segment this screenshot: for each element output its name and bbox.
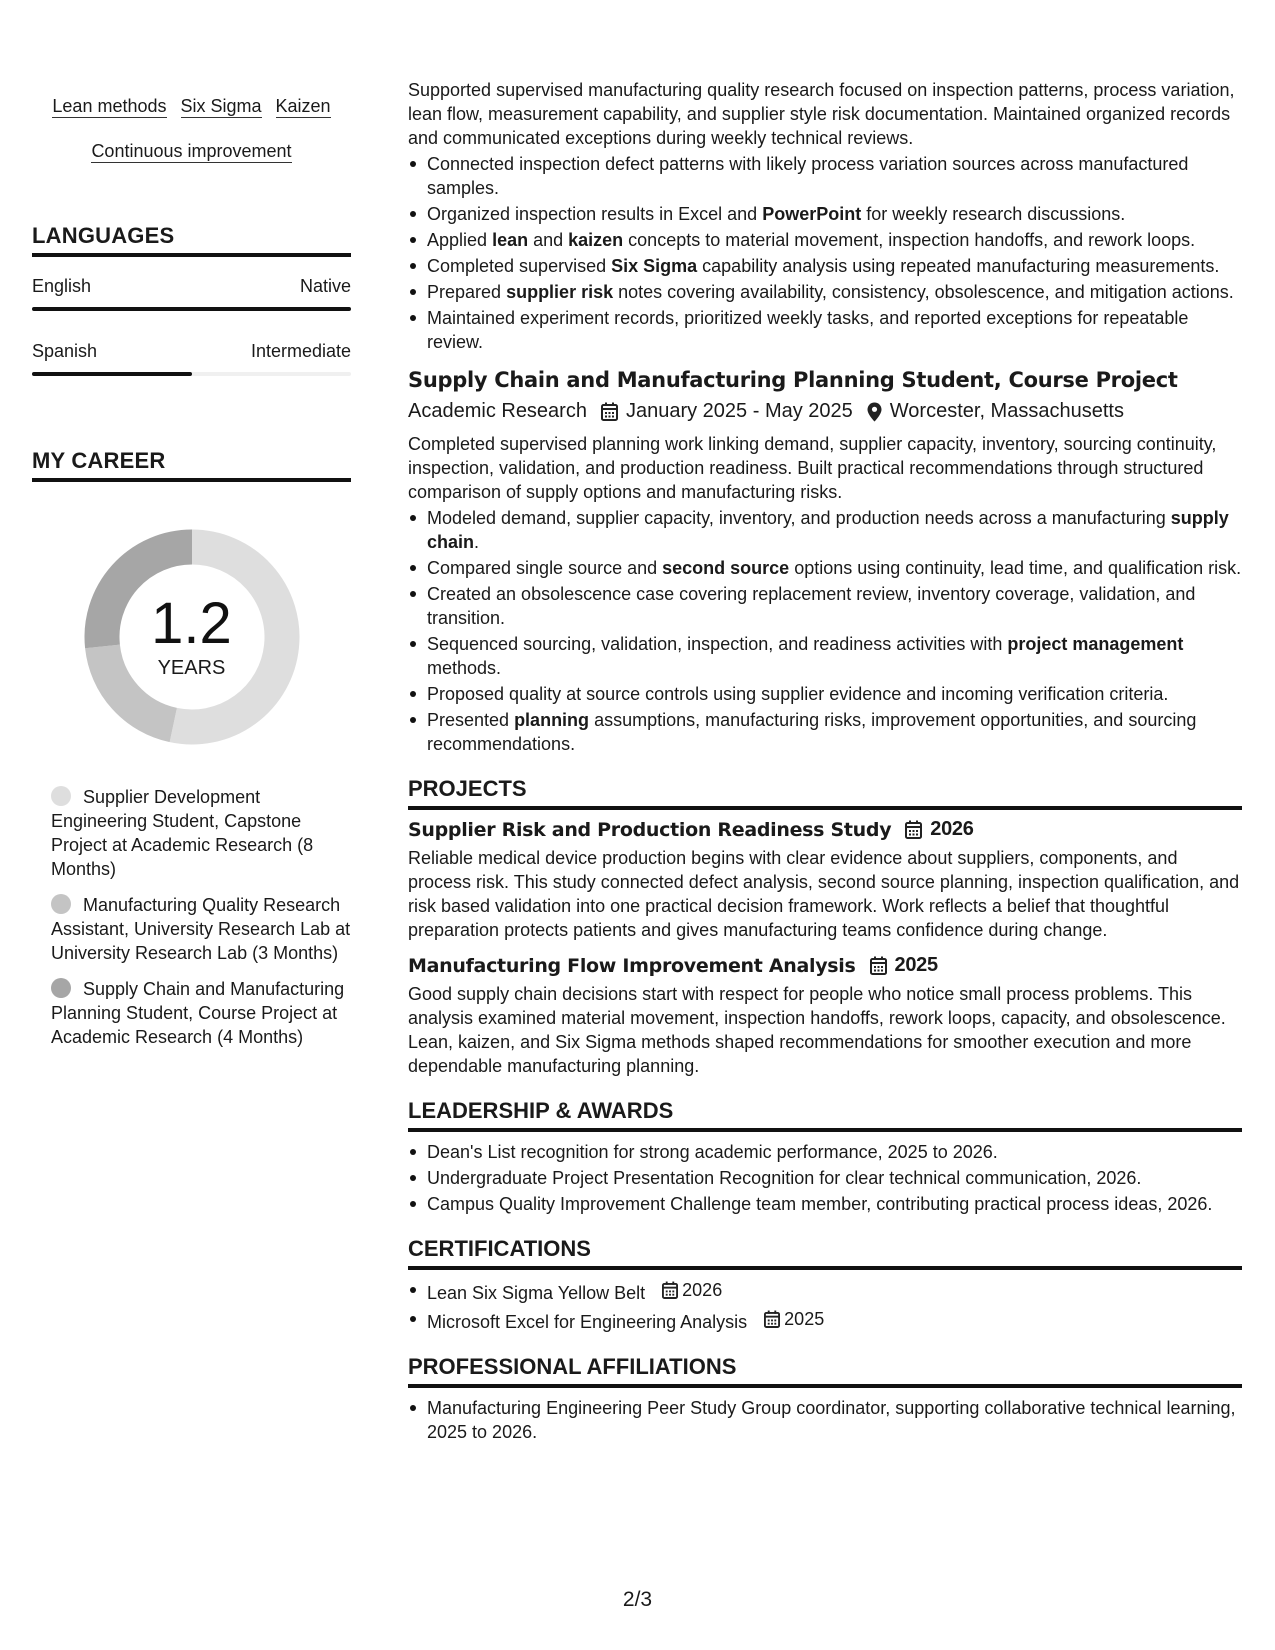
job-summary: Completed supervised planning work linking demand, supplier capacity, inventory, sourcing continuity, inspection, validation, and production readiness. Built practical recommendations through structured comparison of supply options and manufacturing risks. xyxy=(408,434,1217,502)
certifications-list xyxy=(408,1278,1242,1334)
leadership-list xyxy=(408,1140,1242,1216)
language-name: Spanish xyxy=(32,341,98,361)
project-title-row xyxy=(408,818,1242,841)
language-name: English xyxy=(32,276,92,296)
affiliations-heading: PROFESSIONAL AFFILIATIONS xyxy=(408,1354,1242,1388)
leadership-item: Undergraduate Project Presentation Recognition for clear technical communication, 2026. xyxy=(408,1166,1242,1190)
legend-dot xyxy=(51,978,71,998)
job-company: Academic Research xyxy=(408,400,587,422)
certification-item xyxy=(408,1278,1242,1305)
skill-tag: Continuous improvement xyxy=(91,141,292,161)
map-pin-icon xyxy=(867,402,882,422)
language-bar-fill xyxy=(32,307,351,311)
certification-item xyxy=(408,1307,1242,1334)
leadership-item: Campus Quality Improvement Challenge team member, contributing practical process ideas, 2026. xyxy=(408,1192,1242,1216)
job-bullet: Presented planning assumptions, manufacturing risks, improvement opportunities, and sourcing recommendations. xyxy=(408,708,1242,756)
experience-bullet: Prepared supplier risk notes covering availability, consistency, obsolescence, and mitigation actions. xyxy=(408,280,1242,304)
language-bar xyxy=(32,372,351,376)
career-legend-item xyxy=(32,893,351,965)
languages-section xyxy=(32,223,351,376)
experience-bullet: Connected inspection defect patterns with likely process variation sources across manufactured samples. xyxy=(408,152,1242,200)
career-section xyxy=(32,448,351,1049)
language-entry xyxy=(32,276,351,311)
project-description: Good supply chain decisions start with respect for people who notice small process problems. This analysis examined material movement, inspection handoffs, rework loops, capacity, and obsolescence. Lean, kaizen, and Six Sigma methods shaped recommendations for smoother execution and more dependable manufacturing planning. xyxy=(408,984,1226,1076)
experience-bullet: Completed supervised Six Sigma capability analysis using repeated manufacturing measurements. xyxy=(408,254,1242,278)
main-content xyxy=(408,78,1242,1444)
career-legend-label: Supply Chain and Manufacturing Planning Student, Course Project at Academic Research (4 Months) xyxy=(51,979,345,1047)
language-bar-fill xyxy=(32,372,192,376)
projects-heading: PROJECTS xyxy=(408,776,1242,810)
certifications-heading: CERTIFICATIONS xyxy=(408,1236,1242,1270)
languages-heading: LANGUAGES xyxy=(32,223,351,257)
career-legend-item xyxy=(32,785,351,881)
career-legend-label: Supplier Development Engineering Student, Capstone Project at Academic Research (8 Months) xyxy=(51,787,314,879)
job-bullet: Created an obsolescence case covering replacement review, inventory coverage, validation, and transition. xyxy=(408,582,1242,630)
project-description: Reliable medical device production begins with clear evidence about suppliers, components, and process risk. This study connected defect analysis, second source planning, inspection qualification, and risk based validation into one practical decision framework. Work reflects a belief that thoughtful preparation protects patients and gives manufacturing teams confidence during change. xyxy=(408,848,1240,940)
leadership-heading: LEADERSHIP & AWARDS xyxy=(408,1098,1242,1132)
page-number: 2/3 xyxy=(622,1588,653,1611)
experience-bullet: Organized inspection results in Excel and PowerPoint for weekly research discussions. xyxy=(408,202,1242,226)
sidebar xyxy=(32,84,351,1061)
certification-name: Microsoft Excel for Engineering Analysis xyxy=(427,1312,748,1332)
project-title-row xyxy=(408,954,1242,977)
calendar-icon xyxy=(870,956,887,975)
language-level: Native xyxy=(299,276,351,296)
experience-bullets xyxy=(408,152,1242,354)
project-year: 2026 xyxy=(930,818,974,840)
job-bullets xyxy=(408,506,1242,756)
affiliations-list xyxy=(408,1396,1242,1444)
career-donut-chart xyxy=(77,522,307,752)
skill-tag: Six Sigma xyxy=(180,96,262,116)
skill-tag: Kaizen xyxy=(275,96,331,116)
job-bullet: Compared single source and second source options using continuity, lead time, and qualification risk. xyxy=(408,556,1242,580)
career-legend-item xyxy=(32,977,351,1049)
project-title: Supplier Risk and Production Readiness Study xyxy=(408,818,892,841)
language-level: Intermediate xyxy=(250,341,351,361)
calendar-icon xyxy=(764,1310,780,1328)
skills-tags xyxy=(32,84,351,174)
project-title: Manufacturing Flow Improvement Analysis xyxy=(408,954,856,977)
job-dates: January 2025 - May 2025 xyxy=(625,400,853,422)
experience-bullet: Applied lean and kaizen concepts to material movement, inspection handoffs, and rework loops. xyxy=(408,228,1242,252)
legend-dot xyxy=(51,894,71,914)
job-title: Supply Chain and Manufacturing Planning Student, Course Project xyxy=(408,368,1178,392)
job-meta xyxy=(408,400,1242,423)
career-legend xyxy=(32,785,351,1049)
certification-name: Lean Six Sigma Yellow Belt xyxy=(427,1283,646,1303)
experience-summary: Supported supervised manufacturing quality research focused on inspection patterns, process variation, lean flow, measurement capability, and supplier style risk documentation. Maintained organized records and communicated exceptions during weekly technical reviews. xyxy=(408,80,1235,148)
language-entry xyxy=(32,341,351,376)
certification-year: 2026 xyxy=(682,1280,723,1300)
career-total-value: 1.2 xyxy=(151,590,232,656)
job-location: Worcester, Massachusetts xyxy=(889,400,1124,422)
affiliation-item: Manufacturing Engineering Peer Study Group coordinator, supporting collaborative technical learning, 2025 to 2026. xyxy=(408,1396,1242,1444)
calendar-icon xyxy=(905,820,922,839)
language-bar xyxy=(32,307,351,311)
leadership-item: Dean's List recognition for strong academic performance, 2025 to 2026. xyxy=(408,1140,1242,1164)
calendar-icon xyxy=(662,1281,678,1299)
legend-dot xyxy=(51,786,71,806)
career-total-unit: YEARS xyxy=(157,656,226,679)
experience-bullet: Maintained experiment records, prioritized weekly tasks, and reported exceptions for repeatable review. xyxy=(408,306,1242,354)
career-legend-label: Manufacturing Quality Research Assistant, University Research Lab at University Research Lab (3 Months) xyxy=(51,895,351,963)
job-bullet: Modeled demand, supplier capacity, inventory, and production needs across a manufacturing supply chain. xyxy=(408,506,1242,554)
skill-tag: Lean methods xyxy=(52,96,167,116)
job-bullet: Sequenced sourcing, validation, inspection, and readiness activities with project management methods. xyxy=(408,632,1242,680)
job-bullet: Proposed quality at source controls using supplier evidence and incoming verification criteria. xyxy=(408,682,1242,706)
certification-year: 2025 xyxy=(784,1309,825,1329)
career-heading: MY CAREER xyxy=(32,448,351,482)
project-year: 2025 xyxy=(894,954,938,976)
calendar-icon xyxy=(601,402,618,421)
